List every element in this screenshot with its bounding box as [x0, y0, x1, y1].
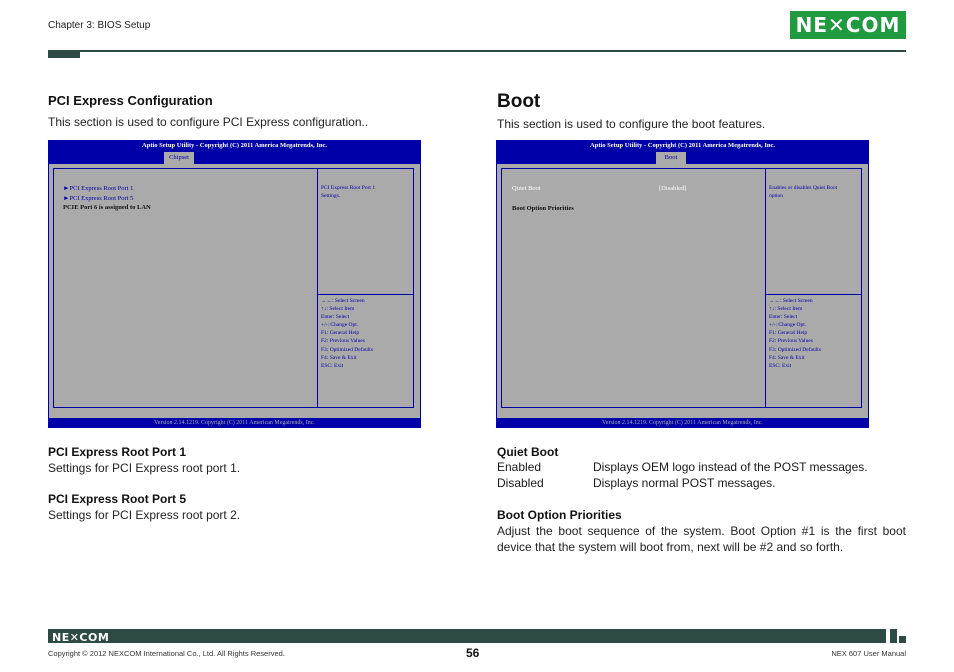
bios-help-divider [317, 294, 413, 295]
header-tab-marker [48, 50, 80, 58]
key-legend-item: F1: General Help [769, 330, 808, 337]
bios-frame [501, 168, 862, 408]
key-legend-item: →←: Select Screen [321, 298, 365, 304]
key-legend-item: F1: General Help [321, 330, 360, 337]
manual-title: NEX 607 User Manual [831, 649, 906, 658]
bios-help-divider [765, 294, 861, 295]
boot-intro: This section is used to configure the boot features. [497, 117, 766, 131]
root-port-5-text: Settings for PCI Express root port 2. [48, 508, 241, 522]
page-number: 56 [466, 646, 480, 660]
bios-version-footer: Version 2.14.1219. Copyright (C) 2011 American Megatrends, Inc. [48, 418, 421, 428]
bios-tab-boot[interactable]: Boot [656, 152, 686, 164]
bios-body [497, 164, 868, 418]
bios-screen-chipset [48, 140, 421, 428]
bios-tab-chipset[interactable]: Chipset [164, 152, 194, 164]
chapter-label: Chapter 3: BIOS Setup [48, 20, 151, 31]
key-legend-item: F3: Optimized Defaults [769, 346, 821, 353]
bios-quiet-boot-label[interactable]: Quiet Boot [512, 185, 541, 192]
root-port-1-text: Settings for PCI Express root port 1. [48, 461, 241, 475]
bios-help-line: option [769, 193, 784, 199]
bios-item-root-port-5[interactable]: ►PCI Express Root Port 5 [63, 195, 134, 202]
pci-express-heading: PCI Express Configuration [48, 93, 213, 108]
bios-title: Aptio Setup Utility - Copyright (C) 2011 America Megatrends, Inc. [142, 142, 327, 149]
nexcom-logo [790, 11, 906, 39]
bios-version-footer: Version 2.14.1219. Copyright (C) 2011 American Megatrends, Inc. [496, 418, 869, 428]
key-legend-item: ESC: Exit [321, 362, 344, 369]
pci-express-intro: This section is used to configure PCI Express configuration.. [48, 115, 369, 129]
key-legend-item: F2: Previous Values [769, 338, 813, 345]
footer-square [890, 629, 897, 636]
bios-key-legend [321, 297, 373, 370]
key-legend-item: +/-: Change Opt. [321, 322, 359, 329]
footer-square [899, 636, 906, 643]
bios-help-text [769, 184, 837, 200]
key-legend-item: F4: Save & Exit [321, 354, 357, 361]
boot-heading: Boot [497, 91, 541, 112]
option-term-disabled: Disabled [497, 476, 544, 490]
key-legend-item: Enter: Select [321, 314, 350, 321]
option-desc-disabled: Displays normal POST messages. [593, 476, 776, 490]
header-rule [48, 50, 906, 52]
quiet-boot-heading: Quiet Boot [497, 445, 559, 459]
key-legend-item: +/-: Change Opt. [769, 322, 807, 329]
key-legend-item: F4: Save & Exit [769, 354, 805, 361]
bios-item-root-port-1[interactable]: ►PCI Express Root Port 1 [63, 185, 134, 192]
footer-square [890, 636, 897, 643]
logo-text: NE✕COM [795, 13, 901, 37]
key-legend-item: ESC: Exit [769, 362, 792, 369]
bios-boot-priorities: Boot Option Priorities [512, 205, 574, 212]
key-legend-item: Enter: Select [769, 314, 798, 321]
bios-help-text [321, 184, 375, 200]
bios-item-lan-note: PCIE Port 6 is assigned to LAN [63, 204, 151, 211]
bios-screen-boot [496, 140, 869, 428]
bios-divider [317, 169, 318, 407]
root-port-1-heading: PCI Express Root Port 1 [48, 445, 187, 459]
footer-bar [48, 629, 886, 643]
key-legend-item: F3: Optimized Defaults [321, 346, 373, 353]
option-term-enabled: Enabled [497, 460, 542, 474]
copyright: Copyright © 2012 NEXCOM International Co., Ltd. All Rights Reserved. [48, 649, 285, 658]
key-legend-item: →←: Select Screen [769, 298, 813, 304]
bios-key-legend [769, 297, 821, 370]
key-legend-item: ↑↓: Select Item [769, 306, 803, 313]
bios-divider [765, 169, 766, 407]
bios-frame [53, 168, 414, 408]
boot-priorities-text: Adjust the boot sequence of the system. Boot Option #1 is the first boot device that the system will boot from, next will be #2 and so forth. [497, 524, 906, 554]
bios-help-line: Enables or disables Quiet Boot [769, 185, 838, 191]
boot-priorities-heading: Boot Option Priorities [497, 508, 622, 522]
bios-title: Aptio Setup Utility - Copyright (C) 2011 America Megatrends, Inc. [590, 142, 775, 149]
root-port-5-heading: PCI Express Root Port 5 [48, 492, 187, 506]
option-desc-enabled: Displays OEM logo instead of the POST messages. [593, 460, 868, 474]
bios-quiet-boot-value[interactable]: [Disabled] [659, 185, 687, 192]
bios-help-line: Settings. [321, 193, 341, 199]
key-legend-item: ↑↓: Select Item [321, 306, 355, 313]
bios-help-line: PCI Express Root Port 1 [321, 185, 376, 191]
key-legend-item: F2: Previous Values [321, 338, 365, 345]
footer-logo: NE✕COM [52, 631, 110, 644]
bios-body [49, 164, 420, 418]
